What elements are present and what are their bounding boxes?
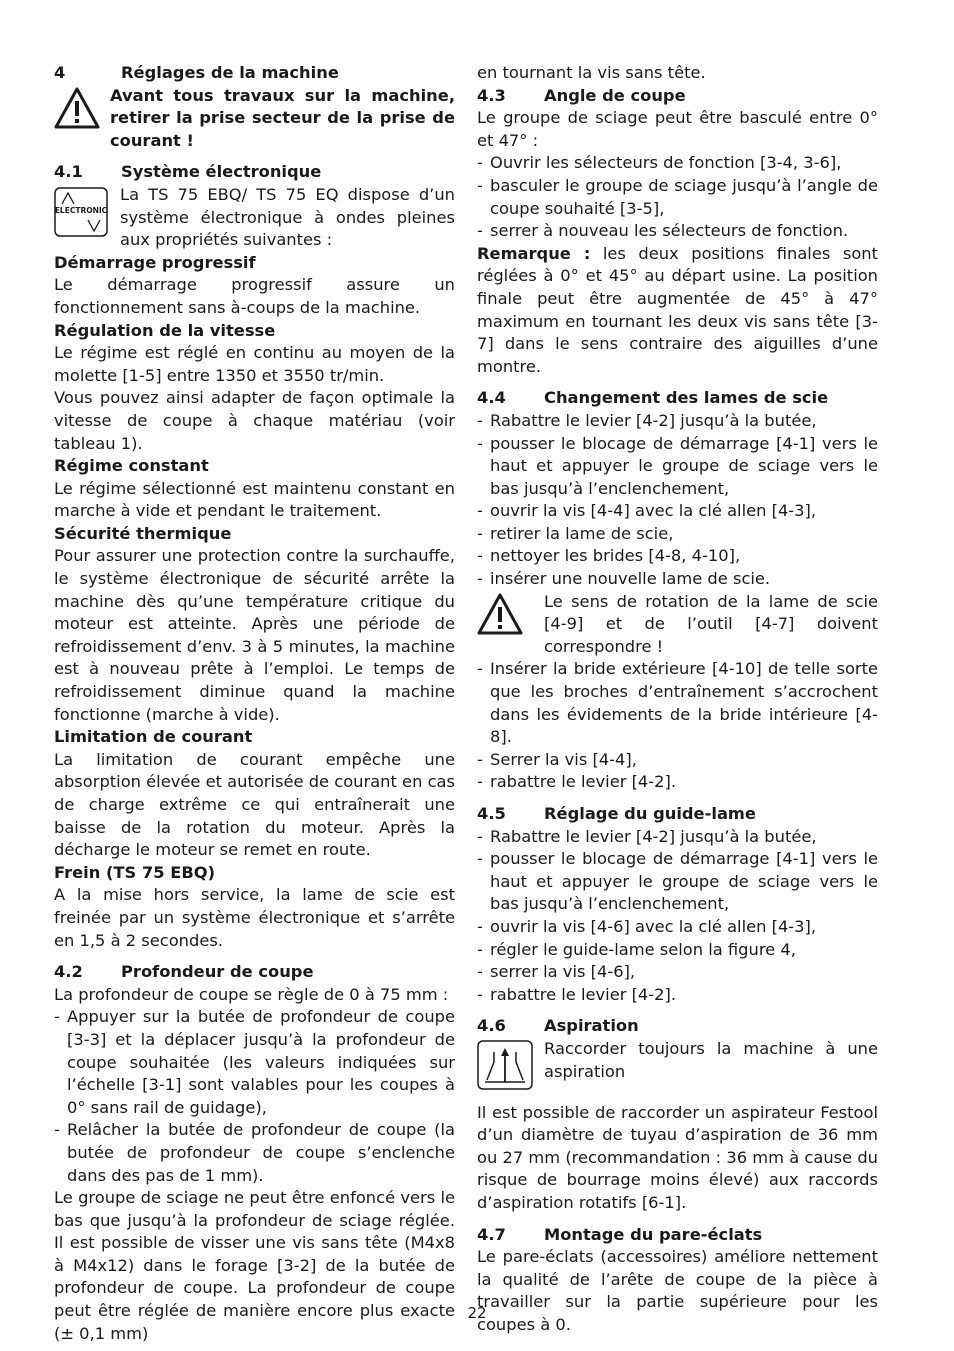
list-item: - Rabattre le levier [4-2] jusqu’à la butée, <box>477 826 878 849</box>
heading-brake: Frein (TS 75 EBQ) <box>54 862 216 882</box>
extraction-note: Raccorder toujours la machine à une aspiration <box>544 1038 878 1081</box>
rotation-warning-text: Le sens de rotation de la lame de scie [4-9] et de l’outil [4-7] doivent correspondre ! <box>544 591 878 656</box>
warning-icon <box>477 593 523 642</box>
list-item: - régler le guide-lame selon la figure 4, <box>477 939 878 962</box>
paragraph-speed-2: Vous pouvez ainsi adapter de façon optimale la vitesse de coupe à chaque matériau (voir tableau 1). <box>54 388 455 453</box>
section-number: 4.3 <box>477 85 506 105</box>
section-title: Réglage du guide-lame <box>544 804 756 823</box>
depth-steps <box>54 1006 455 1187</box>
section-title: Système électronique <box>121 162 322 182</box>
section-title: Réglages de la machine <box>121 63 339 82</box>
page-number: 22 <box>467 1304 487 1322</box>
list-item: - serrer la vis [4-6], <box>477 961 878 984</box>
section-4-5-heading <box>477 803 878 826</box>
electronic-icon-label: ELECTRONIC <box>54 205 108 215</box>
electronic-intro <box>54 184 455 252</box>
list-item: - basculer le groupe de sciage jusqu’à l’angle de coupe souhaité [3-5], <box>477 175 878 220</box>
heading-constant: Régime constant <box>54 456 209 476</box>
blade-change-steps-continued <box>477 658 878 794</box>
right-column <box>477 62 878 1336</box>
heading-soft-start: Démarrage progressif <box>54 252 256 272</box>
section-title: Profondeur de coupe <box>121 962 314 982</box>
list-item: - Appuyer sur la butée de profondeur de coupe [3-3] et la déplacer jusqu’à la profondeur de coupe souhaitée (les valeurs indiquées sur l’échelle [3-1] sont valables pour les coupes à 0° sans rail de guidage), <box>54 1006 455 1119</box>
list-item: - Rabattre le levier [4-2] jusqu’à la butée, <box>477 410 878 433</box>
depth-intro: La profondeur de coupe se règle de 0 à 75 mm : <box>54 984 449 1004</box>
section-number: 4.2 <box>54 962 83 982</box>
warning-icon <box>54 87 100 136</box>
list-item: - Relâcher la butée de profondeur de coupe (la butée de profondeur de coupe s’enclenche dans des pas de 1 mm). <box>54 1119 455 1187</box>
splinter-guard-paragraph: Le pare-éclats (accessoires) améliore nettement la qualité de l’arête de coupe de la pièce à travailler sur la partie supérieure pour les coupes à 0. <box>477 1247 878 1334</box>
left-column <box>54 62 455 1345</box>
warning-block <box>54 85 455 153</box>
section-4-6-heading <box>477 1015 878 1038</box>
paragraph-current-limit: La limitation de courant empêche une absorption élevée et autorisée de courant en cas de charge extrême ce qui entraînerait une baisse de la rotation du moteur. Après la décharge le moteur se remet en route. <box>54 749 455 860</box>
list-item: - insérer une nouvelle lame de scie. <box>477 568 878 591</box>
section-number: 4.5 <box>477 804 506 823</box>
guide-steps <box>477 826 878 1007</box>
warning-text: Avant tous travaux sur la machine, retirer la prise secteur de la prise de courant ! <box>110 85 455 150</box>
section-4-3-heading <box>477 85 878 108</box>
section-4-7-heading <box>477 1224 878 1247</box>
list-item: - retirer la lame de scie, <box>477 523 878 546</box>
list-item: - serrer à nouveau les sélecteurs de fonction. <box>477 220 878 243</box>
electronic-icon <box>54 187 108 244</box>
section-number: 4.4 <box>477 388 506 408</box>
rotation-warning-block <box>477 591 878 659</box>
blade-change-steps <box>477 410 878 591</box>
section-4-4-heading <box>477 387 878 410</box>
section-title: Aspiration <box>544 1016 639 1036</box>
paragraph-constant: Le régime sélectionné est maintenu constant en marche à vide et pendant le traitement. <box>54 478 455 521</box>
angle-steps <box>477 152 878 242</box>
section-4-1-heading <box>54 161 455 184</box>
list-item: - pousser le blocage de démarrage [4-1] vers le haut et appuyer le groupe de sciage vers le bas jusqu’à l’enclenchement, <box>477 848 878 916</box>
list-item: - rabattre le levier [4-2]. <box>477 771 878 794</box>
list-item: - Ouvrir les sélecteurs de fonction [3-4, 3-6], <box>477 152 878 175</box>
paragraph-brake: A la mise hors service, la lame de scie est freinée par un système électronique et s’arrête en 1,5 à 2 secondes. <box>54 885 455 950</box>
remark-label: Remarque : <box>477 243 591 263</box>
section-4-heading <box>54 62 455 85</box>
section-4-2-heading <box>54 961 455 984</box>
list-item: - ouvrir la vis [4-4] avec la clé allen [4-3], <box>477 500 878 523</box>
section-number: 4.1 <box>54 162 83 182</box>
section-number: 4 <box>54 63 66 82</box>
remark-text: les deux positions finales sont réglées à 0° et 45° au départ usine. La position finale peut être augmentée de 45° à 47° maximum en tournant les deux vis sans tête [3-7] dans le sens contraire des aiguilles d’une montre. <box>477 243 878 376</box>
extraction-note-block <box>477 1038 878 1097</box>
list-item: - Insérer la bride extérieure [4-10] de telle sorte que les broches d’entraînement s’accrochent dans les évidements de la bride intérieure [4-8]. <box>477 658 878 748</box>
dust-extraction-icon <box>477 1040 533 1097</box>
heading-current-limit: Limitation de courant <box>54 727 253 747</box>
section-title: Angle de coupe <box>544 85 686 105</box>
electronic-intro-text: La TS 75 EBQ/ TS 75 EQ dispose d’un système électronique à ondes pleines aux propriétés suivantes : <box>120 184 455 250</box>
list-item: - pousser le blocage de démarrage [4-1] vers le haut et appuyer le groupe de sciage vers le bas jusqu’à l’enclenchement, <box>477 433 878 501</box>
section-title: Montage du pare-éclats <box>544 1224 763 1244</box>
list-item: - rabattre le levier [4-2]. <box>477 984 878 1007</box>
paragraph-thermal: Pour assurer une protection contre la surchauffe, le système électronique de sécurité arrête la machine dès qu’une température critique du moteur est atteinte. Après une période de refroidissement d’env. 3 à 5 minutes, la machine est à nouveau prête à l’emploi. Le temps de refroidissement diminue quand la machine fonctionne (marche à vide). <box>54 546 455 724</box>
heading-thermal: Sécurité thermique <box>54 523 232 543</box>
paragraph-speed-1: Le régime est réglé en continu au moyen de la molette [1-5] entre 1350 et 3550 tr/min. <box>54 343 455 385</box>
angle-remark <box>477 243 878 379</box>
section-title: Changement des lames de scie <box>544 388 829 408</box>
depth-paragraph-continued: en tournant la vis sans tête. <box>477 63 706 82</box>
angle-intro: Le groupe de sciage peut être basculé entre 0° et 47° : <box>477 108 878 150</box>
section-number: 4.6 <box>477 1016 506 1036</box>
depth-paragraph: Le groupe de sciage ne peut être enfoncé vers le bas que jusqu’à la profondeur de sciage réglée. Il est possible de visser une vis sans tête (M4x8 à M4x12) dans le forage [3-2] de la butée de profondeur de coupe. La profondeur de coupe peut être réglée de manière encore plus exacte (± 0,1 mm) <box>54 1188 455 1343</box>
list-item: - Serrer la vis [4-4], <box>477 749 878 772</box>
heading-speed: Régulation de la vitesse <box>54 320 276 340</box>
paragraph-soft-start: Le démarrage progressif assure un fonctionnement sans à-coups de la machine. <box>54 275 455 317</box>
list-item: - nettoyer les brides [4-8, 4-10], <box>477 545 878 568</box>
extraction-paragraph: Il est possible de raccorder un aspirateur Festool d’un diamètre de tuyau d’aspiration de 36 mm ou 27 mm (recommandation : 36 mm à cause du risque de bourrage moins élevé) aux raccords d’aspiration rotatifs [6-1]. <box>477 1102 878 1212</box>
section-number: 4.7 <box>477 1224 506 1244</box>
list-item: - ouvrir la vis [4-6] avec la clé allen [4-3], <box>477 916 878 939</box>
